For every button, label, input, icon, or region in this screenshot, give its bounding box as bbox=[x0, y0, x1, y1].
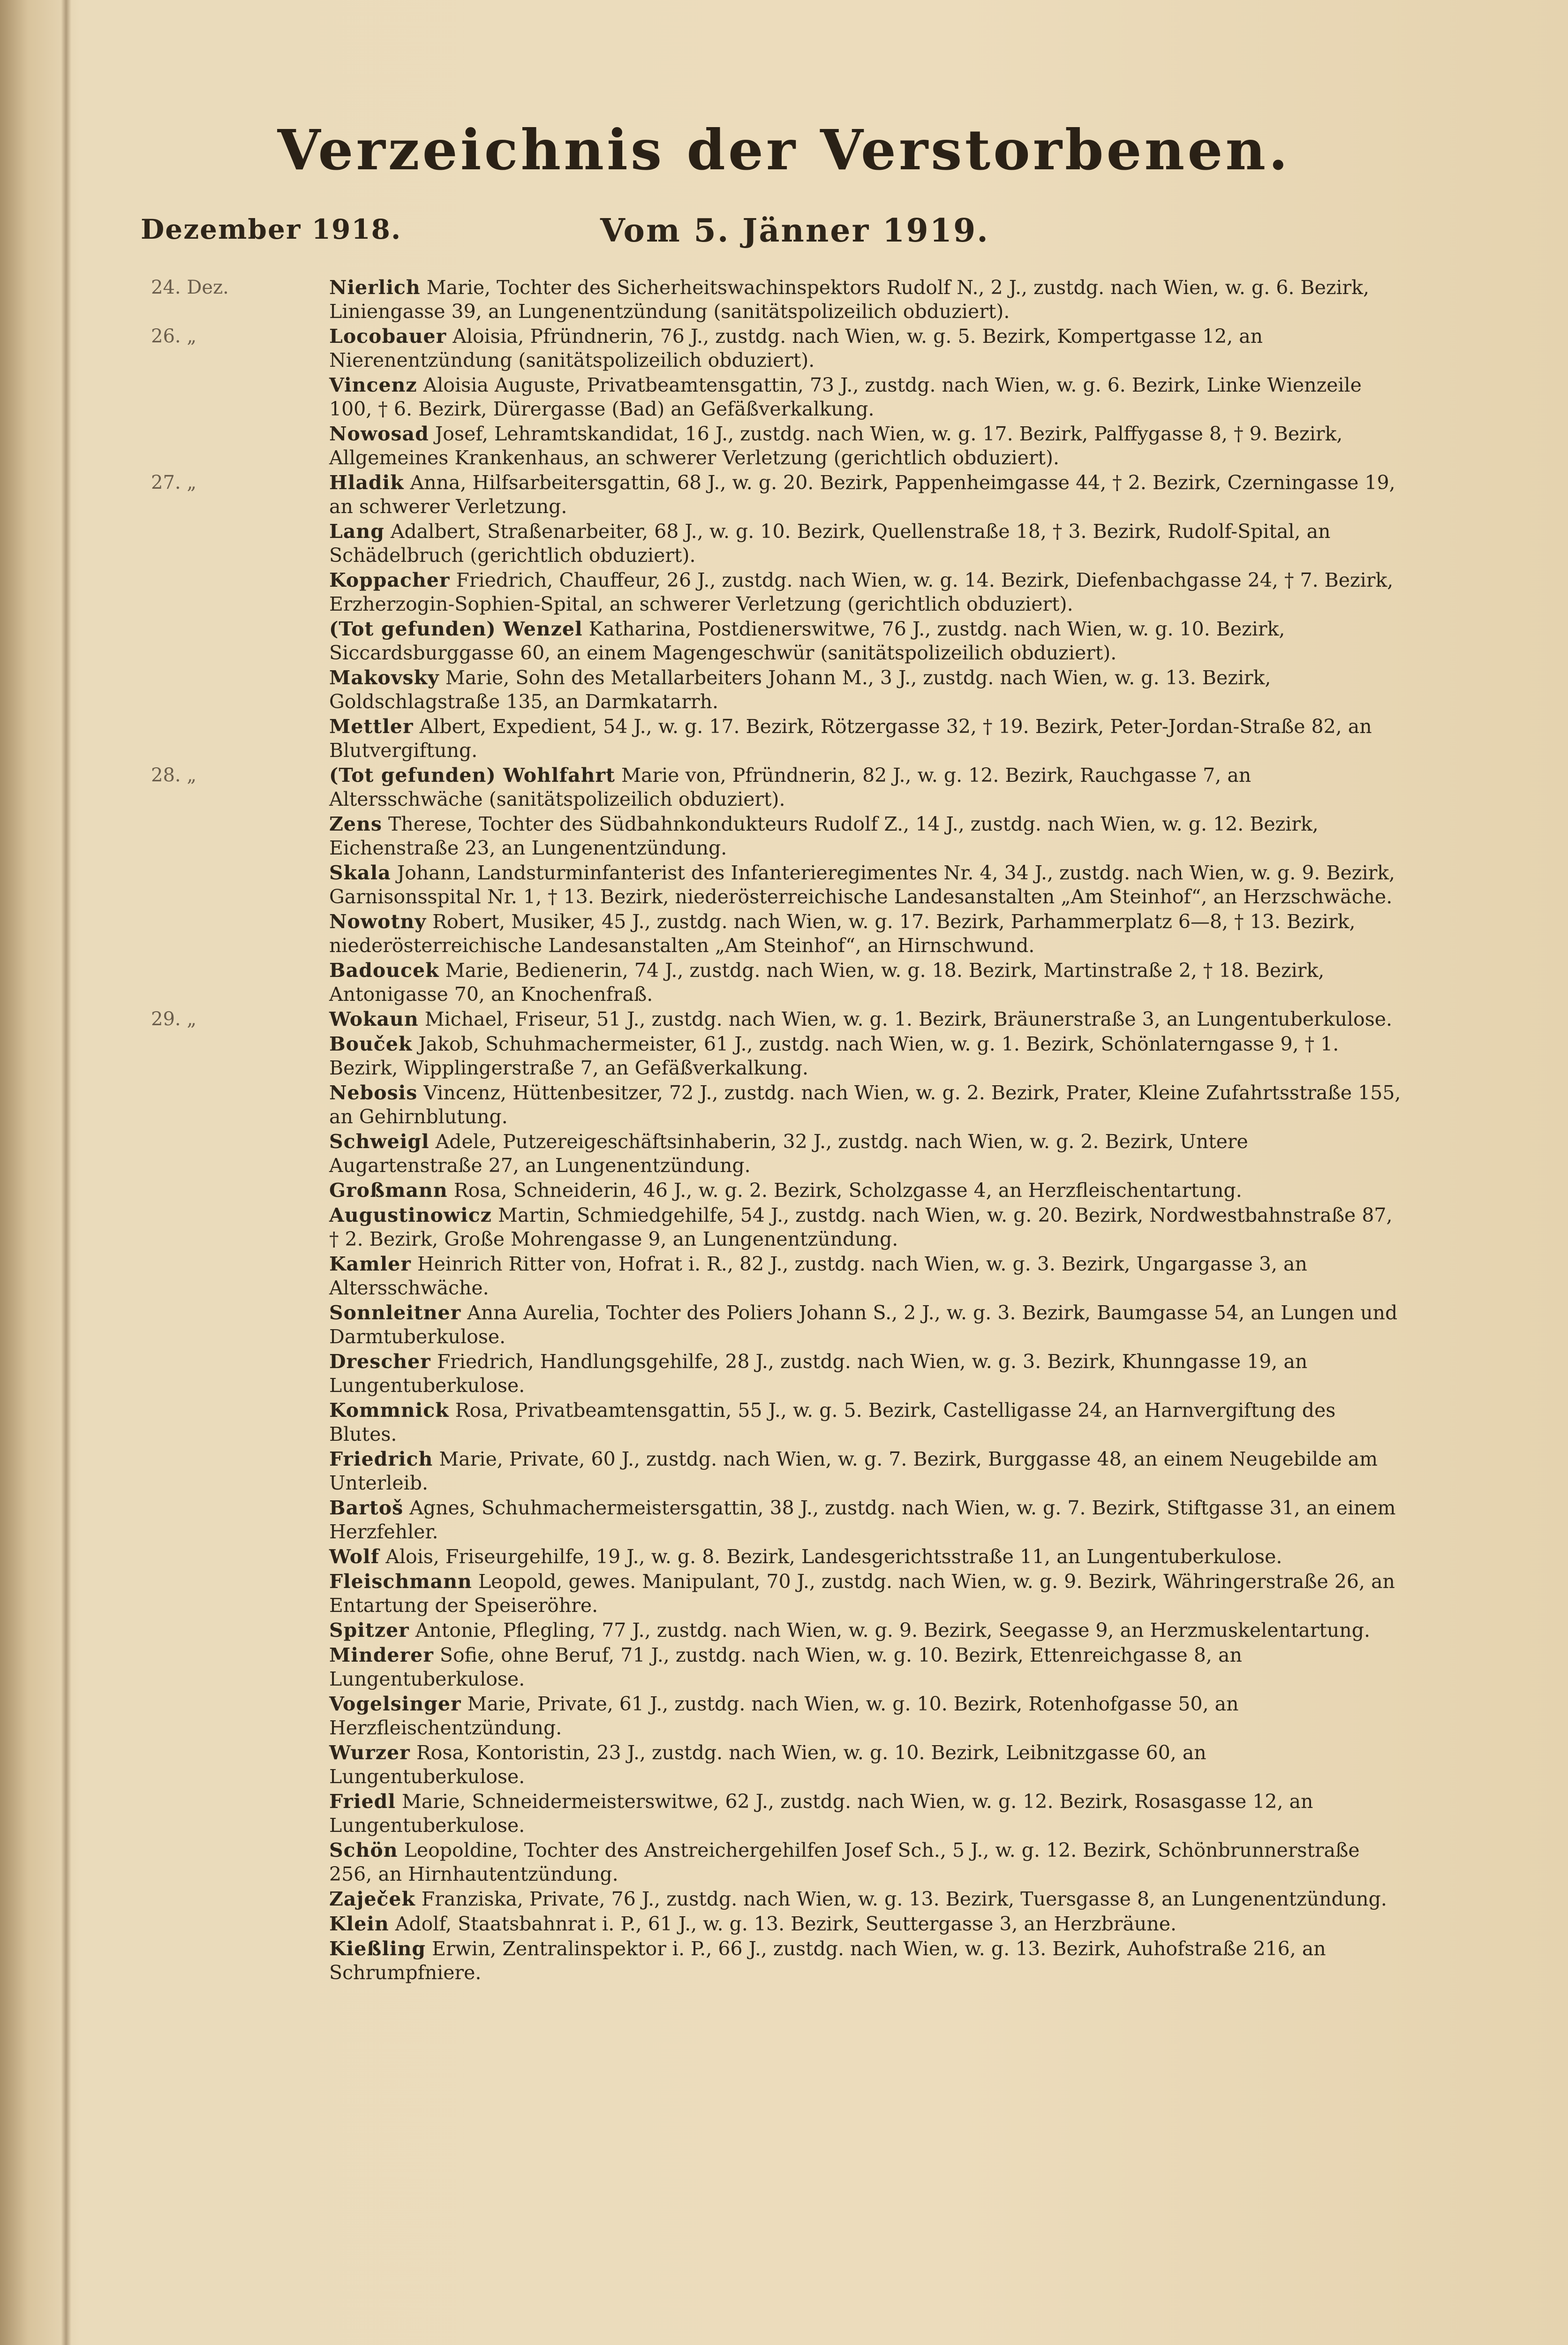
entry-text bbox=[301, 276, 1568, 324]
entry-text bbox=[301, 1203, 1568, 1251]
entry-text bbox=[301, 1692, 1568, 1740]
entry-text bbox=[301, 715, 1568, 763]
entry-text bbox=[301, 1032, 1568, 1080]
entry-name: Nowosad bbox=[329, 423, 429, 445]
month-label: Dezember 1918. bbox=[141, 213, 402, 245]
death-entry bbox=[0, 617, 1568, 665]
death-entry bbox=[0, 764, 1568, 811]
death-entry bbox=[0, 520, 1568, 567]
entry-name: Badoucek bbox=[329, 959, 439, 982]
death-entry bbox=[0, 1838, 1568, 1886]
death-entry bbox=[0, 910, 1568, 958]
entry-text bbox=[301, 1937, 1568, 1985]
entry-text bbox=[301, 812, 1568, 860]
entry-body: Leopold, gewes. Manipulant, 70 J., zustdg. nach Wien, w. g. 9. Bezirk, Währingerstraße 26, an Entartung der Speiseröhre. bbox=[329, 1570, 1395, 1617]
entry-text bbox=[301, 1399, 1568, 1446]
entry-text bbox=[301, 373, 1568, 421]
death-entry bbox=[0, 1643, 1568, 1691]
death-entry bbox=[0, 1203, 1568, 1251]
entry-body: Agnes, Schuhmachermeistersgattin, 38 J., zustdg. nach Wien, w. g. 7. Bezirk, Stiftgasse 31, an einem Herzfehler. bbox=[329, 1497, 1396, 1543]
entry-text bbox=[301, 1496, 1568, 1544]
entry-name: Spitzer bbox=[329, 1619, 409, 1642]
entry-text bbox=[301, 520, 1568, 567]
entry-name: Zens bbox=[329, 813, 382, 835]
entry-name: Minderer bbox=[329, 1644, 434, 1666]
death-entry bbox=[0, 1741, 1568, 1789]
death-entry bbox=[0, 1447, 1568, 1495]
entry-name: Nierlich bbox=[329, 276, 421, 299]
entry-name: Hladik bbox=[329, 471, 404, 494]
entry-date: 26. „ bbox=[151, 325, 197, 347]
entry-name: Kießling bbox=[329, 1937, 426, 1960]
death-entry bbox=[0, 373, 1568, 421]
entry-name: Klein bbox=[329, 1913, 389, 1935]
entry-name: Augustinowicz bbox=[329, 1204, 492, 1226]
entry-name: Schweigl bbox=[329, 1130, 430, 1153]
entry-text bbox=[301, 1838, 1568, 1886]
entry-body: Martin, Schmiedgehilfe, 54 J., zustdg. nach Wien, w. g. 20. Bezirk, Nordwestbahnstraße 87, † 2. Bezirk, Große Mohrengasse 9, an Lungenentzündung. bbox=[329, 1204, 1393, 1250]
entry-text bbox=[301, 568, 1568, 616]
entry-body: Johann, Landsturminfanterist des Infanterieregimentes Nr. 4, 34 J., zustdg. nach Wien, w. g. 9. Bezirk, Garnisonsspital Nr. 1, † 13. Bezirk, niederösterreichische Landesanstalten „Am Steinhof“, an Herzschwäche. bbox=[329, 862, 1395, 908]
death-entry bbox=[0, 1350, 1568, 1398]
entry-text bbox=[301, 325, 1568, 372]
entry-name: Kamler bbox=[329, 1253, 411, 1275]
entry-body: Marie, Bedienerin, 74 J., zustdg. nach Wien, w. g. 18. Bezirk, Martinstraße 2, † 18. Bezirk, Antonigasse 70, an Knochenfraß. bbox=[329, 959, 1325, 1006]
entry-body: Alois, Friseurgehilfe, 19 J., w. g. 8. Bezirk, Landesgerichtsstraße 11, an Lungentuberkulose. bbox=[385, 1545, 1282, 1568]
death-entry bbox=[0, 1887, 1568, 1911]
entry-name: Wurzer bbox=[329, 1741, 410, 1764]
entry-name: Kommnick bbox=[329, 1399, 449, 1422]
entry-name: Wolf bbox=[329, 1545, 380, 1568]
death-entry bbox=[0, 1692, 1568, 1740]
entry-text bbox=[301, 1350, 1568, 1398]
entry-name: Bouček bbox=[329, 1033, 413, 1055]
death-entry bbox=[0, 1790, 1568, 1838]
entry-name: Vogelsinger bbox=[329, 1693, 461, 1715]
death-entry bbox=[0, 1912, 1568, 1936]
entry-name: Nowotny bbox=[329, 910, 427, 933]
entry-body: Michael, Friseur, 51 J., zustdg. nach Wien, w. g. 1. Bezirk, Bräunerstraße 3, an Lungentuberkulose. bbox=[424, 1008, 1393, 1030]
death-entry bbox=[0, 1619, 1568, 1642]
death-entry bbox=[0, 1570, 1568, 1618]
death-entry bbox=[0, 471, 1568, 519]
entry-text bbox=[301, 1252, 1568, 1300]
entry-text bbox=[301, 1570, 1568, 1618]
entry-text bbox=[301, 666, 1568, 714]
entry-body: Marie, Private, 61 J., zustdg. nach Wien, w. g. 10. Bezirk, Rotenhofgasse 50, an Herzfleischentzündung. bbox=[329, 1693, 1239, 1739]
entry-name: (Tot gefunden) Wohlfahrt bbox=[329, 764, 615, 787]
page-title: Verzeichnis der Verstorbenen. bbox=[277, 117, 1291, 182]
entry-date: 27. „ bbox=[151, 472, 197, 493]
entry-name: Sonnleitner bbox=[329, 1301, 461, 1324]
entry-name: (Tot gefunden) Wenzel bbox=[329, 618, 583, 640]
date-heading: Vom 5. Jänner 1919. bbox=[600, 212, 989, 250]
death-entry bbox=[0, 1081, 1568, 1129]
entry-body: Franziska, Private, 76 J., zustdg. nach Wien, w. g. 13. Bezirk, Tuersgasse 8, an Lungenentzündung. bbox=[421, 1888, 1387, 1910]
entry-name: Wokaun bbox=[329, 1008, 419, 1030]
entry-text bbox=[301, 1301, 1568, 1349]
entry-body: Rosa, Privatbeamtensgattin, 55 J., w. g. 5. Bezirk, Castelligasse 24, an Harnvergiftung des Blutes. bbox=[329, 1399, 1336, 1445]
entry-body: Leopoldine, Tochter des Anstreichergehilfen Josef Sch., 5 J., w. g. 12. Bezirk, Schönbrunnerstraße 256, an Hirnhautentzündung. bbox=[329, 1839, 1360, 1885]
death-entry bbox=[0, 1130, 1568, 1178]
death-entry bbox=[0, 422, 1568, 470]
entry-body: Friedrich, Chauffeur, 26 J., zustdg. nach Wien, w. g. 14. Bezirk, Diefenbachgasse 24, † 7. Bezirk, Erzherzogin-Sophien-Spital, an schwerer Verletzung (gerichtlich obduziert). bbox=[329, 569, 1394, 615]
entry-text bbox=[301, 1179, 1568, 1203]
entry-text bbox=[301, 861, 1568, 909]
entry-date: 24. Dez. bbox=[151, 277, 229, 298]
entry-body: Friedrich, Handlungsgehilfe, 28 J., zustdg. nach Wien, w. g. 3. Bezirk, Khunngasse 19, an Lungentuberkulose. bbox=[329, 1350, 1308, 1397]
entry-text bbox=[301, 1081, 1568, 1129]
entry-text bbox=[301, 910, 1568, 958]
entry-body: Heinrich Ritter von, Hofrat i. R., 82 J., zustdg. nach Wien, w. g. 3. Bezirk, Ungargasse 3, an Altersschwäche. bbox=[329, 1253, 1307, 1299]
entry-body: Erwin, Zentralinspektor i. P., 66 J., zustdg. nach Wien, w. g. 13. Bezirk, Auhofstraße 216, an Schrumpfniere. bbox=[329, 1937, 1326, 1984]
death-entry bbox=[0, 1301, 1568, 1349]
entry-name: Bartoš bbox=[329, 1497, 404, 1519]
entry-name: Zaječek bbox=[329, 1888, 415, 1910]
entry-body: Katharina, Postdienerswitwe, 76 J., zustdg. nach Wien, w. g. 10. Bezirk, Siccardsburggasse 60, an einem Magengeschwür (sanitätspolizeilich obduziert). bbox=[329, 618, 1285, 664]
entry-name: Koppacher bbox=[329, 569, 450, 591]
death-entry bbox=[0, 959, 1568, 1006]
entry-body: Aloisia Auguste, Privatbeamtensgattin, 73 J., zustdg. nach Wien, w. g. 6. Bezirk, Linke Wienzeile 100, † 6. Bezirk, Dürergasse (Bad) an Gefäßverkalkung. bbox=[329, 374, 1362, 420]
death-entry bbox=[0, 666, 1568, 714]
entry-body: Adele, Putzereigeschäftsinhaberin, 32 J., zustdg. nach Wien, w. g. 2. Bezirk, Untere Augartenstraße 27, an Lungenentzündung. bbox=[329, 1130, 1248, 1177]
entry-text bbox=[301, 1790, 1568, 1838]
entry-text bbox=[301, 959, 1568, 1006]
entry-name: Drescher bbox=[329, 1350, 431, 1373]
entry-list bbox=[0, 276, 1568, 1986]
death-entry bbox=[0, 1252, 1568, 1300]
entry-name: Makovsky bbox=[329, 666, 439, 689]
entry-text bbox=[301, 471, 1568, 519]
entry-body: Sofie, ohne Beruf, 71 J., zustdg. nach Wien, w. g. 10. Bezirk, Ettenreichgasse 8, an Lungentuberkulose. bbox=[329, 1644, 1242, 1690]
entry-text bbox=[301, 764, 1568, 811]
death-entry bbox=[0, 715, 1568, 763]
entry-body: Marie, Sohn des Metallarbeiters Johann M., 3 J., zustdg. nach Wien, w. g. 13. Bezirk, Goldschlagstraße 135, an Darmkatarrh. bbox=[329, 666, 1271, 713]
entry-text bbox=[301, 1643, 1568, 1691]
entry-name: Nebosis bbox=[329, 1082, 418, 1104]
entry-text bbox=[301, 617, 1568, 665]
entry-text bbox=[301, 1447, 1568, 1495]
death-entry bbox=[0, 325, 1568, 372]
entry-text bbox=[301, 422, 1568, 470]
entry-date: 29. „ bbox=[151, 1008, 197, 1030]
death-entry bbox=[0, 276, 1568, 324]
death-entry bbox=[0, 861, 1568, 909]
entry-body: Antonie, Pflegling, 77 J., zustdg. nach Wien, w. g. 9. Bezirk, Seegasse 9, an Herzmuskelentartung. bbox=[415, 1619, 1370, 1642]
entry-body: Marie, Private, 60 J., zustdg. nach Wien, w. g. 7. Bezirk, Burggasse 48, an einem Neugebilde am Unterleib. bbox=[329, 1448, 1378, 1494]
death-entry bbox=[0, 1179, 1568, 1203]
entry-body: Marie, Schneidermeisterswitwe, 62 J., zustdg. nach Wien, w. g. 12. Bezirk, Rosasgasse 12, an Lungentuberkulose. bbox=[329, 1790, 1313, 1837]
entry-body: Marie, Tochter des Sicherheitswachinspektors Rudolf N., 2 J., zustdg. nach Wien, w. g. 6. Bezirk, Liniengasse 39, an Lungenentzündung (sanitätspolizeilich obduziert). bbox=[329, 276, 1370, 323]
entry-text bbox=[301, 1741, 1568, 1789]
death-entry bbox=[0, 1399, 1568, 1446]
entry-name: Skala bbox=[329, 862, 391, 884]
death-entry bbox=[0, 568, 1568, 616]
entry-text bbox=[301, 1887, 1568, 1911]
entry-name: Locobauer bbox=[329, 325, 447, 348]
entry-body: Adalbert, Straßenarbeiter, 68 J., w. g. 10. Bezirk, Quellenstraße 18, † 3. Bezirk, Rudolf-Spital, an Schädelbruch (gerichtlich obduziert). bbox=[329, 520, 1331, 567]
death-entry bbox=[0, 1007, 1568, 1031]
death-entry bbox=[0, 1032, 1568, 1080]
entry-name: Fleischmann bbox=[329, 1570, 472, 1593]
entry-body: Vincenz, Hüttenbesitzer, 72 J., zustdg. nach Wien, w. g. 2. Bezirk, Prater, Kleine Zufahrtsstraße 155, an Gehirnblutung. bbox=[329, 1082, 1401, 1128]
entry-name: Friedl bbox=[329, 1790, 396, 1813]
entry-body: Adolf, Staatsbahnrat i. P., 61 J., w. g. 13. Bezirk, Seuttergasse 3, an Herzbräune. bbox=[395, 1913, 1177, 1935]
entry-name: Großmann bbox=[329, 1179, 448, 1202]
entry-body: Albert, Expedient, 54 J., w. g. 17. Bezirk, Rötzergasse 32, † 19. Bezirk, Peter-Jordan-Straße 82, an Blutvergiftung. bbox=[329, 715, 1372, 762]
entry-text bbox=[301, 1912, 1568, 1936]
entry-body: Josef, Lehramtskandidat, 16 J., zustdg. nach Wien, w. g. 17. Bezirk, Palffygasse 8, † 9. Bezirk, Allgemeines Krankenhaus, an schwerer Verletzung (gerichtlich obduziert). bbox=[329, 423, 1343, 469]
entry-body: Aloisia, Pfründnerin, 76 J., zustdg. nach Wien, w. g. 5. Bezirk, Kompertgasse 12, an Nierenentzündung (sanitätspolizeilich obduziert). bbox=[329, 325, 1263, 371]
death-entry bbox=[0, 1496, 1568, 1544]
death-entry bbox=[0, 1937, 1568, 1985]
entry-body: Jakob, Schuhmachermeister, 61 J., zustdg. nach Wien, w. g. 1. Bezirk, Schönlaterngasse 9, † 1. Bezirk, Wipplingerstraße 7, an Gefäßverkalkung. bbox=[329, 1033, 1339, 1079]
entry-name: Mettler bbox=[329, 715, 414, 738]
entry-name: Schön bbox=[329, 1839, 398, 1861]
entry-text bbox=[301, 1007, 1568, 1031]
entry-body: Rosa, Schneiderin, 46 J., w. g. 2. Bezirk, Scholzgasse 4, an Herzfleischentartung. bbox=[453, 1179, 1242, 1202]
entry-body: Anna Aurelia, Tochter des Poliers Johann S., 2 J., w. g. 3. Bezirk, Baumgasse 54, an Lungen und Darmtuberkulose. bbox=[329, 1301, 1398, 1348]
entry-body: Robert, Musiker, 45 J., zustdg. nach Wien, w. g. 17. Bezirk, Parhammerplatz 6—8, † 13. Bezirk, niederösterreichische Landesanstalten „Am Steinhof“, an Hirnschwund. bbox=[329, 910, 1356, 957]
entry-date: 28. „ bbox=[151, 764, 197, 786]
death-entry bbox=[0, 812, 1568, 860]
death-entry bbox=[0, 1545, 1568, 1569]
entry-text bbox=[301, 1545, 1568, 1569]
entry-text bbox=[301, 1619, 1568, 1642]
entry-text bbox=[301, 1130, 1568, 1178]
entry-name: Vincenz bbox=[329, 374, 417, 396]
entry-body: Rosa, Kontoristin, 23 J., zustdg. nach Wien, w. g. 10. Bezirk, Leibnitzgasse 60, an Lungentuberkulose. bbox=[329, 1741, 1206, 1788]
entry-name: Lang bbox=[329, 520, 384, 543]
entry-body: Anna, Hilfsarbeitersgattin, 68 J., w. g. 20. Bezirk, Pappenheimgasse 44, † 2. Bezirk, Czerningasse 19, an schwerer Verletzung. bbox=[329, 471, 1395, 518]
entry-body: Marie von, Pfründnerin, 82 J., w. g. 12. Bezirk, Rauchgasse 7, an Altersschwäche (sanitätspolizeilich obduziert). bbox=[329, 764, 1251, 810]
entry-name: Friedrich bbox=[329, 1448, 433, 1470]
entry-body: Therese, Tochter des Südbahnkondukteurs Rudolf Z., 14 J., zustdg. nach Wien, w. g. 12. Bezirk, Eichenstraße 23, an Lungenentzündung. bbox=[329, 813, 1319, 859]
